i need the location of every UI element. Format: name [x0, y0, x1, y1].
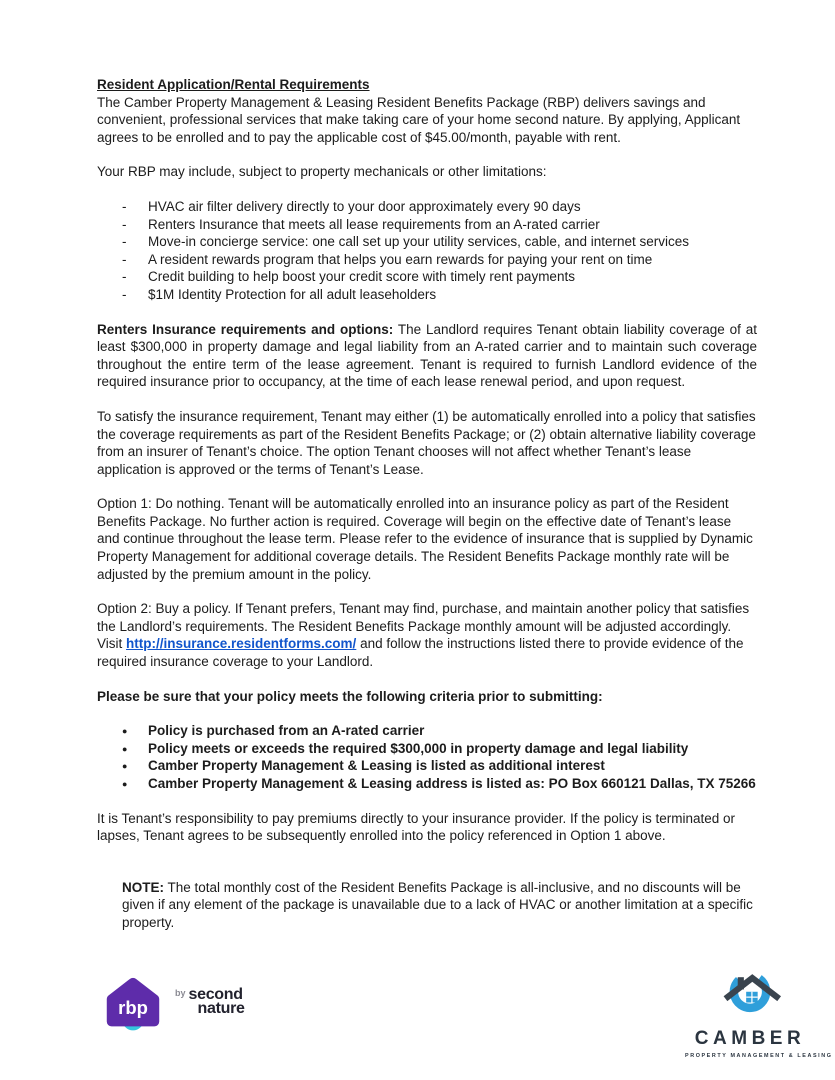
criteria-heading: Please be sure that your policy meets the following criteria prior to submitting:: [97, 688, 603, 704]
list-item-text: Camber Property Management & Leasing is listed as additional interest: [148, 758, 605, 774]
note-label: NOTE:: [122, 879, 164, 895]
second-nature-line1: second: [188, 986, 243, 1003]
list-item: [97, 775, 757, 793]
camber-tagline: PROPERTY MANAGEMENT & LEASING: [685, 1053, 833, 1059]
renters-insurance-paragraph: [97, 321, 757, 391]
list-item-text: Credit building to help boost your credit score with timely rent payments: [148, 269, 575, 285]
round-bullet-icon: ●: [122, 779, 128, 789]
note-text: The total monthly cost of the Resident Benefits Package is all-inclusive, and no discounts will be given if any element of the package is unavailable due to a lack of HVAC or another limitation at a specific property.: [122, 879, 753, 930]
dash-bullet-icon: -: [122, 286, 127, 302]
second-nature-line2: nature: [197, 1000, 245, 1017]
dash-bullet-icon: -: [122, 198, 127, 214]
page-title: Resident Application/Rental Requirements: [97, 77, 370, 92]
list-item-text: Camber Property Management & Leasing address is listed as: PO Box 660121 Dallas, TX 75266: [148, 776, 756, 791]
option2-text-before: Option 2: Buy a policy. If Tenant prefers, Tenant may find, purchase, and maintain another policy that satisfies the Landlord’s requirements. The Resident Benefits Package monthly amount will be adjusted accordingly. Visit: [97, 601, 750, 652]
list-item: [97, 251, 757, 269]
round-bullet-icon: ●: [122, 743, 128, 754]
dash-bullet-icon: -: [122, 216, 127, 232]
list-item: [97, 233, 757, 251]
note-paragraph: [122, 879, 757, 932]
list-item-text: Renters Insurance that meets all lease requirements from an A-rated carrier: [148, 216, 600, 232]
option2-paragraph: [97, 600, 757, 670]
round-bullet-icon: ●: [122, 761, 128, 772]
list-item-text: $1M Identity Protection for all adult leaseholders: [148, 286, 437, 302]
list-item-text: Move-in concierge service: one call set up your utility services, cable, and internet services: [148, 234, 689, 250]
responsibility-paragraph: It is Tenant’s responsibility to pay premiums directly to your insurance provider. If the policy is terminated or lapses, Tenant agrees to be subsequently enrolled into the policy referenced in Option 1 above.: [97, 810, 736, 844]
list-item-text: HVAC air filter delivery directly to your door approximately every 90 days: [148, 198, 581, 214]
renters-insurance-text: The Landlord requires Tenant obtain liability coverage of at least $300,000 in property damage and legal liability from an A-rated carrier and to maintain such coverage throughout the entire term of the lease agreement. Tenant is required to furnish Landlord evidence of the required insurance prior to occupancy, at the time of each lease renewal period, and upon request.: [97, 321, 758, 390]
round-bullet-icon: ●: [122, 726, 128, 737]
list-item: [97, 740, 757, 758]
option2-text-after: and follow the instructions listed there to provide evidence of the required insurance coverage to your Landlord.: [97, 636, 744, 670]
option1-paragraph: Option 1: Do nothing. Tenant will be automatically enrolled into an insurance policy as part of the Resident Benefits Package. No further action is required. Coverage will begin on the effective date of Tenant’s lease and continue throughout the lease term. Please refer to the evidence of insurance that is supplied by Dynamic Property Management for additional coverage details. The Resident Benefits Package monthly rate will be adjusted by the premium amount in the policy.: [97, 496, 753, 582]
list-item: [97, 216, 757, 234]
satisfy-paragraph: To satisfy the insurance requirement, Tenant may either (1) be automatically enrolled into a policy that satisfies the coverage requirements as part of the Resident Benefits Package; or (2) obtain alternative liability coverage from an insurer of Tenant’s choice. The option Tenant chooses will not affect whether Tenant’s lease application is approved or the terms of Tenant’s Lease.: [97, 408, 756, 477]
rbp-badge-icon: [99, 972, 167, 1040]
by-label: by: [175, 988, 186, 998]
camber-logo: [685, 961, 833, 1059]
camber-house-icon: [704, 961, 796, 1021]
renters-insurance-label: Renters Insurance requirements and options:: [97, 321, 394, 337]
list-item: [97, 722, 757, 740]
list-item: [97, 198, 757, 216]
rbp-include-intro: Your RBP may include, subject to property mechanicals or other limitations:: [97, 164, 547, 180]
intro-paragraph: The Camber Property Management & Leasing Resident Benefits Package (RBP) delivers savings and convenient, professional services that make taking care of your home second nature. By applying, Applicant agrees to be enrolled and to pay the applicable cost of $45.00/month, payable with rent.: [97, 94, 741, 145]
second-nature-wordmark: [175, 988, 245, 1016]
second-nature-text: [189, 988, 245, 1016]
dash-bullet-icon: -: [122, 251, 127, 267]
list-item-text: Policy is purchased from an A-rated carrier: [148, 723, 425, 739]
insurance-residentforms-link[interactable]: http://insurance.residentforms.com/: [126, 636, 357, 652]
criteria-list: [97, 722, 757, 792]
rbp-benefits-list: [97, 198, 757, 304]
list-item: [97, 268, 757, 286]
camber-name: CAMBER: [694, 1028, 806, 1049]
svg-text:rbp: rbp: [118, 996, 148, 1018]
dash-bullet-icon: -: [122, 269, 127, 285]
list-item: [97, 286, 757, 304]
list-item: [97, 757, 757, 775]
rbp-second-nature-logo: [99, 972, 329, 1042]
dash-bullet-icon: -: [122, 234, 127, 250]
list-item-text: A resident rewards program that helps you earn rewards for paying your rent on time: [148, 251, 653, 267]
list-item-text: Policy meets or exceeds the required $300,000 in property damage and legal liability: [148, 740, 689, 756]
document-content: [97, 76, 757, 932]
